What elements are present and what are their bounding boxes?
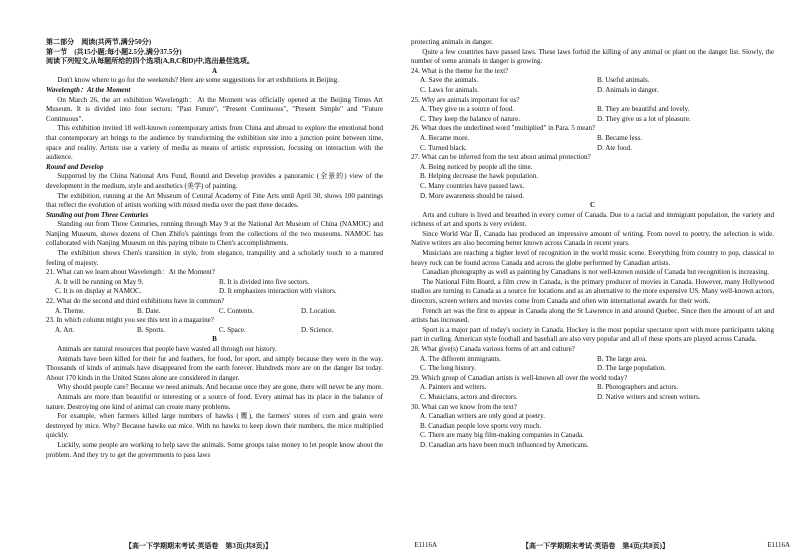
section-heading: 第二部分 阅读(共两节,满分50分)	[46, 38, 152, 46]
passage-letter: A	[211, 66, 218, 75]
answer-option: D. Location.	[301, 306, 337, 315]
answer-option: C. Laws for animals.	[420, 85, 479, 94]
answer-option: D. Science.	[301, 325, 334, 334]
answer-option: C. There are many big film-making companies in Canada.	[420, 431, 584, 440]
page-4-footer	[397, 541, 794, 551]
answer-option: B. Sports.	[137, 325, 165, 334]
answer-option: B. It is divided into five sectors.	[219, 277, 310, 286]
answer-option: C. Turned black.	[420, 143, 467, 152]
question-stem: 25. Why are animals important for us?	[411, 95, 520, 104]
subheading: Round and Develop	[46, 162, 104, 171]
answer-option: C. It is on display at NAMOC.	[55, 287, 142, 296]
question-stem: 30. What can we know from the text?	[411, 402, 517, 411]
answer-option: A. Theme.	[55, 306, 85, 315]
answer-option: D. It emphasizes interaction with visitors.	[219, 287, 337, 296]
paragraph: Since World War Ⅱ, Canada has produced an impressive amount of writing. From novel to poetry, the selection is wide. Native writers are also becoming better known across Canada in recent years.	[411, 229, 774, 248]
answer-option: D. Native writers and screen writers.	[597, 392, 701, 401]
section-heading: 第一节 (共15小题;每小题2.5分,满分37.5分)	[46, 47, 182, 56]
section-heading: 阅读下列短文,从每题所给的四个选项(A,B,C和D)中,选出最佳选项。	[46, 57, 254, 66]
answer-option: B. Date.	[137, 306, 161, 315]
answer-option: D. More awareness should be raised.	[420, 191, 524, 200]
paragraph: Quite a few countries have passed laws. These laws forbid the killing of any animal or plant on the danger list. Slowly, the number of some animals in danger is growing.	[411, 47, 774, 66]
answer-options	[55, 278, 383, 297]
answer-option: B. Became less.	[597, 133, 643, 142]
answer-options	[420, 412, 774, 450]
answer-options	[420, 134, 774, 153]
paragraph: The exhibition, running at the Art Museum of Central Academy of Fine Arts until April 30, shows 100 paintings that reflect the evolution of artists working with mixed media over the past three decades.	[46, 191, 383, 210]
answer-option: D. The large population.	[597, 364, 666, 373]
answer-option: C. They keep the balance of nature.	[420, 114, 521, 123]
answer-option: C. Many countries have passed laws.	[420, 181, 525, 190]
answer-option: D. Ate food.	[597, 143, 632, 152]
paragraph: Sport is a major part of today's society in Canada. Hockey is the most popular spectator sport with more participants taking part in curling. American style football and baseball are also very popular and all of these sports are played across Canada.	[411, 325, 774, 344]
page-3-content	[46, 38, 383, 460]
page-4-content	[411, 38, 774, 451]
answer-option: D. Canadian arts have been much influenced by Americans.	[420, 440, 589, 449]
answer-options	[420, 355, 774, 374]
answer-option: A. The different immigrants.	[420, 354, 501, 363]
answer-option: A. They give us a source of food.	[420, 105, 515, 114]
paragraph: Arts and culture is lived and breathed in every corner of Canada. Due to a racial and immigrant population, the variety and richness of art and sports is very evident.	[411, 210, 774, 229]
paragraph: Luckily, some people are working to help save the animals. Some groups raise money to let people know about the problem. And they try to get the governments to pass laws	[46, 440, 383, 459]
answer-option: B. Canadian people love sports very much.	[420, 421, 542, 430]
question-stem: 27. What can be inferred from the text about animal protection?	[411, 153, 591, 162]
paragraph: Animals are more than beautiful or interesting or a source of food. Every animal has its place in the balance of nature. Destroying one kind of animal can create many problems.	[46, 392, 383, 411]
question-stem: 21. What can we learn about Wavelength：At the Moment?	[46, 268, 215, 277]
subheading: Standing out from Three Centuries	[46, 210, 149, 219]
answer-option: B. Helping decrease the hawk population.	[420, 172, 539, 181]
answer-option: B. The large area.	[597, 354, 648, 363]
answer-option: D. They give us a lot of pleasure.	[597, 114, 691, 123]
question-stem: 23. In which column might you see this text in a magazine?	[46, 316, 214, 325]
paragraph: Supported by the China National Arts Fund, Round and Develop provides a panoramic (全景的) view of the development in the medium, style and aesthetics (美学) of painting.	[46, 172, 383, 190]
subheading: Wavelength：At the Moment	[46, 85, 131, 94]
answer-option: A. Painters and writers.	[420, 383, 487, 392]
answer-option: C. The long history.	[420, 364, 476, 373]
paragraph: For example, when farmers killed large numbers of hawks (鹰), the farmers' stores of corn and grain were destroyed by mice. Why? Because hawks eat mice. With no hawks to keep down their numbers, the mice multiplied quickly.	[46, 412, 383, 440]
question-stem: 26. What does the underlined word "multiplied" in Para. 5 mean?	[411, 124, 596, 133]
page-3-footer	[0, 541, 437, 551]
answer-option: B. Photographers and actors.	[597, 383, 679, 392]
paragraph: Musicians are reaching a higher level of recognition in the world music scene. Everything from country to pop, classical to heavy rock can be found across Canada and across the globe performed by Canadian artists.	[411, 249, 774, 267]
page-3-footer-title: 【高一下学期期末考试·英语卷 第3页(共8页)】	[125, 542, 272, 550]
answer-option: D. Animals in danger.	[597, 85, 659, 94]
paragraph: Why should people care? Because we need animals. And because once they are gone, there will never be any more.	[57, 383, 383, 392]
answer-option: A. Became more.	[420, 133, 470, 142]
answer-options	[420, 105, 774, 124]
paragraph: French art was the first to appear in Canada along the St Lawrence in and around Quebec. Since then the amount of art and artists has increased.	[411, 306, 774, 325]
paragraph: Don't know where to go for the weekends? Here are some suggestions for art exhibitions in Beijing.	[57, 76, 339, 85]
answer-option: C. Contents.	[219, 306, 255, 315]
question-stem: 29. Which group of Canadian artists is well-known all over the world today?	[411, 373, 628, 382]
passage-letter: B	[212, 335, 217, 344]
answer-option: A. Canadian writers are only good at poetry.	[420, 412, 545, 421]
page-4-footer-title: 【高一下学期期末考试·英语卷 第4页(共8页)】	[522, 542, 669, 550]
answer-option: B. Useful animals.	[597, 76, 650, 85]
exam-page-4	[397, 0, 794, 560]
answer-options	[420, 163, 774, 201]
paragraph: Animals have been killed for their fur and feathers, for food, for sport, and simply because they were in the way. Thousands of kinds of animals have disappeared from the earth forever. Hundreds more are on the danger list today. About 170 kinds in the United States alone are considered in danger.	[46, 354, 383, 382]
question-stem: 22. What do the second and third exhibitions have in common?	[46, 297, 225, 306]
paragraph: On March 26, the art exhibition Wavelength：At the Moment was officially opened at the Beijing Times Art Museum. It is divided into four sectors: "Past Future", "Present Continuous", "Present Simple" and "Future Continuous".	[46, 95, 383, 123]
paragraph: The National Film Board, a film crew in Canada, is the primary producer of movies in Canada. However, many Hollywood studios are turning to Canada as a source for locations and as an alternative to the more expensive US. Many well-known actors, directors, screen writers and movies come from Canada and often win international awards for their work.	[411, 277, 774, 306]
answer-option: B. They are beautiful and lovely.	[597, 105, 690, 114]
paragraph: This exhibition invited 18 well-known contemporary artists from China and abroad to explore the emotional bond that contemporary art brings to the audience by transforming the exhibition site into a junction point between time, space and reality. Artists use a variety of media as means of artistic expression, focusing on interaction with the audience.	[46, 124, 383, 162]
page-3-exam-code: E1116A	[414, 541, 437, 549]
paragraph: The exhibition shows Chen's transition in style, from elegance, tranquility and a scholarly touch to a matured feeling of majesty.	[46, 249, 383, 267]
answer-options	[55, 326, 383, 336]
answer-option: A. Save the animals.	[420, 76, 479, 85]
paragraph: protecting animals in danger.	[411, 38, 493, 46]
answer-options	[420, 383, 774, 402]
answer-option: C. Space.	[219, 325, 246, 334]
question-stem: 24. What is the theme for the text?	[411, 66, 509, 75]
answer-option: A. It will be running on May 9.	[55, 277, 144, 286]
paragraph: Animals are natural resources that people have wasted all through our history.	[57, 345, 277, 353]
answer-option: A. Art.	[55, 325, 75, 334]
question-stem: 28. What give(s) Canada various forms of art and culture?	[411, 345, 575, 353]
answer-option: C. Musicians, actors and directors.	[420, 392, 518, 401]
passage-letter: C	[589, 201, 596, 210]
paragraph: Canadian photography as well as painting by Canadians is not well-known outside of Canada but recognition is increasing.	[422, 268, 770, 277]
answer-options	[55, 307, 383, 317]
page-4-exam-code: E1116A	[767, 541, 790, 549]
paragraph: Standing out from Three Centuries, running through May 9 at the National Art Museum of China (NAMOC) and Nanjing Museum, shows dozens of Chen Zhifo's paintings from the collections of the two museums. NAMOC has collaborated with Nanjing Museum on this paying tribute to Chen's accomplishments.	[46, 220, 383, 248]
answer-options	[420, 76, 774, 95]
answer-option: A. Being noticed by people all the time.	[420, 162, 533, 171]
